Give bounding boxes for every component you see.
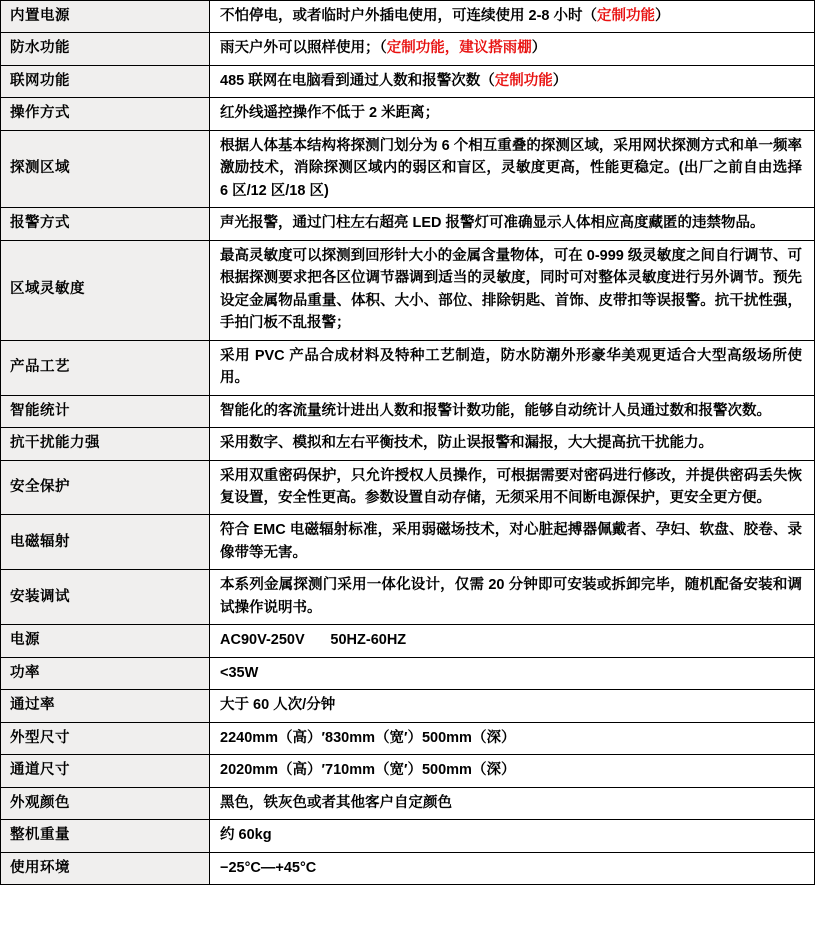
spec-value-segment: 符合 EMC 电磁辐射标准，采用弱磁场技术，对心脏起搏器佩戴者、孕妇、软盘、胶卷、录像带等无害。 (220, 522, 802, 561)
spec-value-segment: 采用双重密码保护，只允许授权人员操作，可根据需要对密码进行修改，并提供密码丢失恢复设置，安全性更高。参数设置自动存储，无须采用不间断电源保护，更安全更方便。 (220, 467, 802, 506)
table-row (1, 33, 815, 65)
table-row (1, 570, 815, 625)
spec-label: 操作方式 (1, 98, 210, 130)
spec-value-segment: 485 联网在电脑看到通过人数和报警次数（ (220, 72, 495, 89)
table-row (1, 515, 815, 570)
spec-label: 防水功能 (1, 33, 210, 65)
spec-value (210, 33, 815, 65)
spec-label: 通道尺寸 (1, 755, 210, 787)
spec-label: 通过率 (1, 690, 210, 722)
spec-label: 区域灵敏度 (1, 240, 210, 340)
spec-value-text (220, 135, 802, 202)
spec-value (210, 428, 815, 460)
table-row (1, 755, 815, 787)
table-row (1, 460, 815, 515)
spec-value-text (220, 245, 802, 335)
spec-value-text (220, 759, 802, 781)
spec-value-text (220, 102, 802, 124)
spec-value-text (220, 212, 802, 234)
spec-value (210, 722, 815, 754)
spec-value-segment: 根据人体基本结构将探测门划分为 6 个相互重叠的探测区域，采用网状探测方式和单一频率激励技术，消除探测区域内的弱区和盲区，灵敏度更高，性能更稳定。(出厂之前自由选择 6 区/12 区/18 区) (220, 137, 802, 199)
table-row (1, 852, 815, 884)
spec-value-segment: 采用数字、模拟和左右平衡技术，防止误报警和漏报，大大提高抗干扰能力。 (220, 435, 713, 452)
spec-value (210, 820, 815, 852)
spec-value-text (220, 824, 802, 846)
spec-value-segment: <35W (220, 664, 259, 681)
table-row (1, 65, 815, 97)
spec-label: 安装调试 (1, 570, 210, 625)
spec-label: 电源 (1, 625, 210, 657)
table-row (1, 1, 815, 33)
spec-label: 外观颜色 (1, 787, 210, 819)
spec-value-segment: 红外线遥控操作不低于 2 米距离； (220, 105, 440, 122)
spec-value (210, 130, 815, 207)
spec-value-segment: 2020mm（高）′710mm（宽′）500mm（深） (220, 762, 516, 779)
table-row (1, 690, 815, 722)
spec-value-text (220, 694, 802, 716)
spec-value-highlight: 定制功能，建议搭雨棚 (386, 40, 532, 57)
spec-value-segment: 2240mm（高）′830mm（宽′）500mm（深） (220, 729, 516, 746)
table-row (1, 240, 815, 340)
spec-label: 外型尺寸 (1, 722, 210, 754)
spec-value-segment: 大于 60 人次/分钟 (220, 697, 336, 714)
spec-value (210, 208, 815, 240)
spec-value-text (220, 70, 802, 92)
spec-value-segment: −25°C—+45°C (220, 859, 317, 876)
spec-value (210, 515, 815, 570)
spec-label: 电磁辐射 (1, 515, 210, 570)
spec-value-text (220, 792, 802, 814)
spec-value-segment: 不怕停电，或者临时户外插电使用，可连续使用 2-8 小时（ (220, 8, 598, 24)
spec-label: 抗干扰能力强 (1, 428, 210, 460)
spec-value-text (220, 345, 802, 390)
spec-label: 功率 (1, 657, 210, 689)
spec-value-segment: ） (531, 40, 547, 57)
spec-value (210, 690, 815, 722)
spec-value (210, 340, 815, 395)
spec-value (210, 570, 815, 625)
spec-value-text (220, 662, 802, 684)
spec-value-text (220, 37, 802, 59)
spec-value-segment: 最高灵敏度可以探测到回形针大小的金属含量物体，可在 0-999 级灵敏度之间自行调节、可根据探测要求把各区位调节器调到适当的灵敏度，同时可对整体灵敏度进行另外调节。预先设定金属物品重量、体积、大小、部位、排除钥匙、首饰、皮带扣等误报警。抗干扰性强，手拍门板不乱报警； (220, 247, 802, 332)
spec-value-text (220, 432, 802, 454)
spec-value-text (220, 629, 802, 651)
spec-label: 联网功能 (1, 65, 210, 97)
spec-value-text (220, 857, 802, 879)
spec-value-text (220, 400, 802, 422)
table-row (1, 787, 815, 819)
spec-value-text (220, 574, 802, 619)
table-row (1, 208, 815, 240)
spec-label: 探测区域 (1, 130, 210, 207)
spec-value-text (220, 519, 802, 564)
table-row (1, 625, 815, 657)
spec-value (210, 755, 815, 787)
table-row (1, 657, 815, 689)
spec-value-segment: 约 60kg (220, 827, 272, 844)
spec-value-highlight: 定制功能 (494, 72, 553, 89)
spec-value-text (220, 465, 802, 510)
specifications-table-body (1, 1, 815, 885)
table-row (1, 722, 815, 754)
spec-value (210, 240, 815, 340)
spec-value-segment: ） (552, 72, 568, 89)
table-row (1, 395, 815, 427)
table-row (1, 820, 815, 852)
table-row (1, 130, 815, 207)
spec-value (210, 460, 815, 515)
spec-value-text (220, 727, 802, 749)
spec-value-segment: 黑色，铁灰色或者其他客户自定颜色 (220, 794, 452, 811)
spec-label: 使用环境 (1, 852, 210, 884)
spec-value (210, 1, 815, 33)
spec-value (210, 625, 815, 657)
table-row (1, 98, 815, 130)
spec-label: 报警方式 (1, 208, 210, 240)
spec-label: 整机重量 (1, 820, 210, 852)
spec-label: 安全保护 (1, 460, 210, 515)
spec-value (210, 787, 815, 819)
spec-value-text (220, 5, 802, 27)
spec-value (210, 65, 815, 97)
spec-value (210, 657, 815, 689)
spec-value-segment: 采用 PVC 产品合成材料及特种工艺制造，防水防潮外形豪华美观更适合大型高级场所使用。 (220, 347, 802, 387)
spec-value (210, 852, 815, 884)
spec-value (210, 395, 815, 427)
spec-value-segment: 智能化的客流量统计进出人数和报警计数功能，能够自动统计人员通过数和报警次数。 (220, 402, 771, 419)
spec-value-segment: 本系列金属探测门采用一体化设计，仅需 20 分钟即可安装或拆卸完毕，随机配备安装和调试操作说明书。 (220, 577, 802, 616)
table-row (1, 340, 815, 395)
spec-label: 产品工艺 (1, 340, 210, 395)
spec-value-segment: AC90V-250V 50HZ-60HZ (220, 632, 407, 649)
spec-value-highlight: 定制功能 (597, 8, 656, 24)
spec-value-segment: 声光报警，通过门柱左右超亮 LED 报警灯可准确显示人体相应高度藏匿的违禁物品。 (220, 215, 765, 232)
table-row (1, 428, 815, 460)
spec-label: 内置电源 (1, 1, 210, 33)
spec-value-segment: ） (655, 8, 670, 24)
spec-label: 智能统计 (1, 395, 210, 427)
spec-value (210, 98, 815, 130)
spec-value-segment: 雨天户外可以照样使用；（ (220, 40, 387, 57)
